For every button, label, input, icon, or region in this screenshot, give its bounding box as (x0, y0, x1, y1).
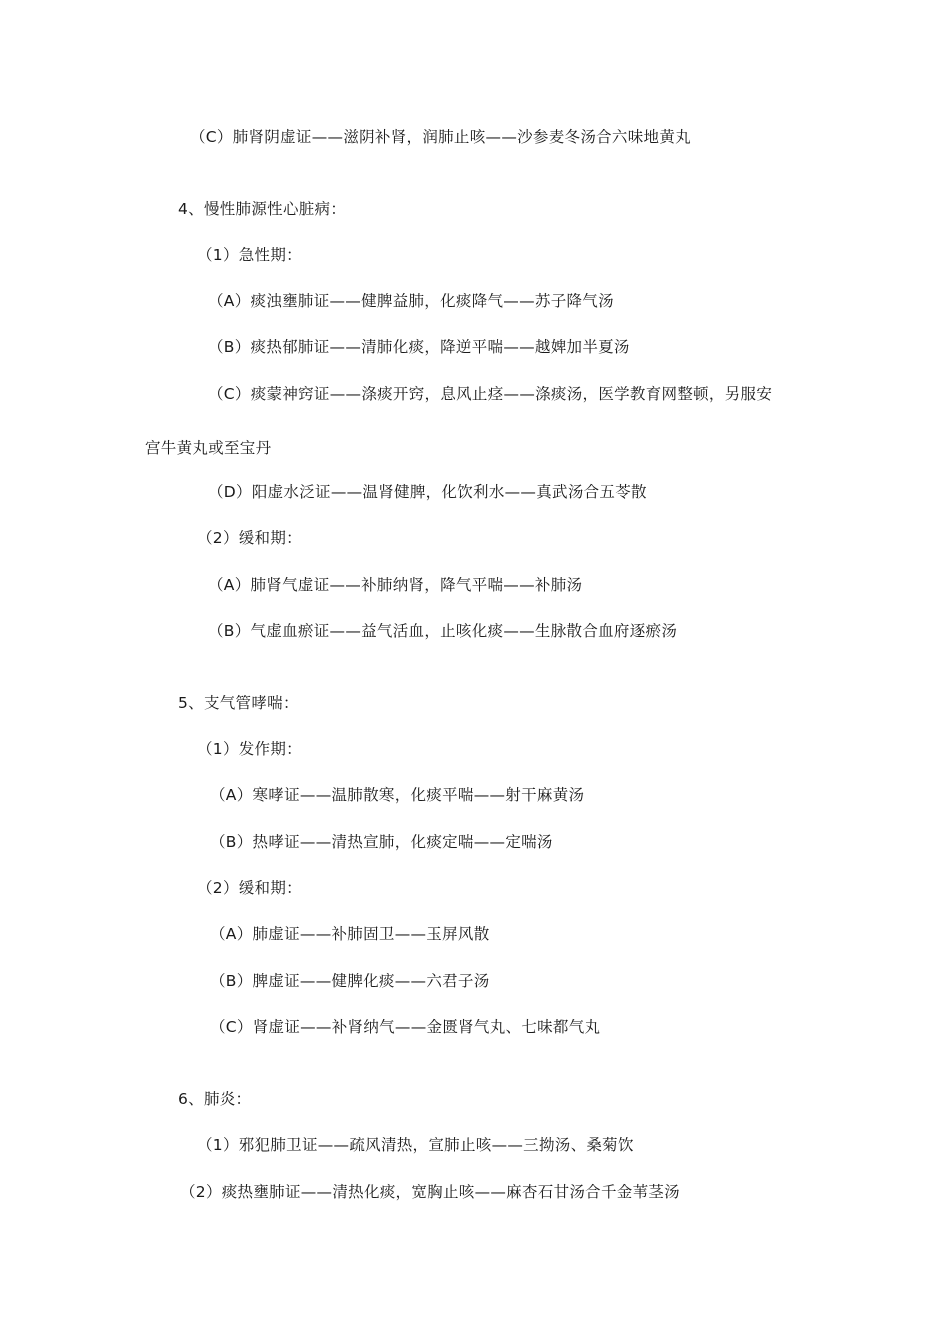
text-line: （B）痰热郁肺证——清肺化痰，降逆平喘——越婢加半夏汤 (208, 338, 630, 356)
text-line: （A）寒哮证——温肺散寒，化痰平喘——射干麻黄汤 (210, 786, 585, 804)
text-line: （A）肺虚证——补肺固卫——玉屏风散 (210, 925, 490, 943)
text-line: （B）热哮证——清热宣肺，化痰定喘——定喘汤 (210, 833, 553, 851)
section-heading: 6、肺炎： (178, 1090, 252, 1108)
section-heading: 4、慢性肺源性心脏病： (178, 200, 347, 218)
text-line: （C）痰蒙神窍证——涤痰开窍，息风止痉——涤痰汤，医学教育网整顿，另服安 (208, 385, 773, 403)
text-line: （C）肾虚证——补肾纳气——金匮肾气丸、七味都气丸 (210, 1018, 601, 1036)
subsection-heading: （1）急性期： (197, 246, 302, 264)
text-line: （D）阳虚水泛证——温肾健脾，化饮利水——真武汤合五苓散 (208, 483, 647, 501)
section-heading: 5、支气管哮喘： (178, 694, 299, 712)
text-line: （A）肺肾气虚证——补肺纳肾，降气平喘——补肺汤 (208, 576, 583, 594)
text-line: （2）痰热壅肺证——清热化痰，宽胸止咳——麻杏石甘汤合千金苇茎汤 (180, 1183, 680, 1201)
text-line: （C）肺肾阴虚证——滋阴补肾，润肺止咳——沙参麦冬汤合六味地黄丸 (190, 128, 691, 146)
subsection-heading: （2）缓和期： (197, 529, 302, 547)
text-line: （A）痰浊壅肺证——健脾益肺，化痰降气——苏子降气汤 (208, 292, 614, 310)
text-line: （1）邪犯肺卫证——疏风清热，宣肺止咳——三拗汤、桑菊饮 (197, 1136, 634, 1154)
subsection-heading: （2）缓和期： (197, 879, 302, 897)
text-line: （B）气虚血瘀证——益气活血，止咳化痰——生脉散合血府逐瘀汤 (208, 622, 678, 640)
subsection-heading: （1）发作期： (197, 740, 302, 758)
text-line: 宫牛黄丸或至宝丹 (145, 439, 272, 457)
text-line: （B）脾虚证——健脾化痰——六君子汤 (210, 972, 490, 990)
